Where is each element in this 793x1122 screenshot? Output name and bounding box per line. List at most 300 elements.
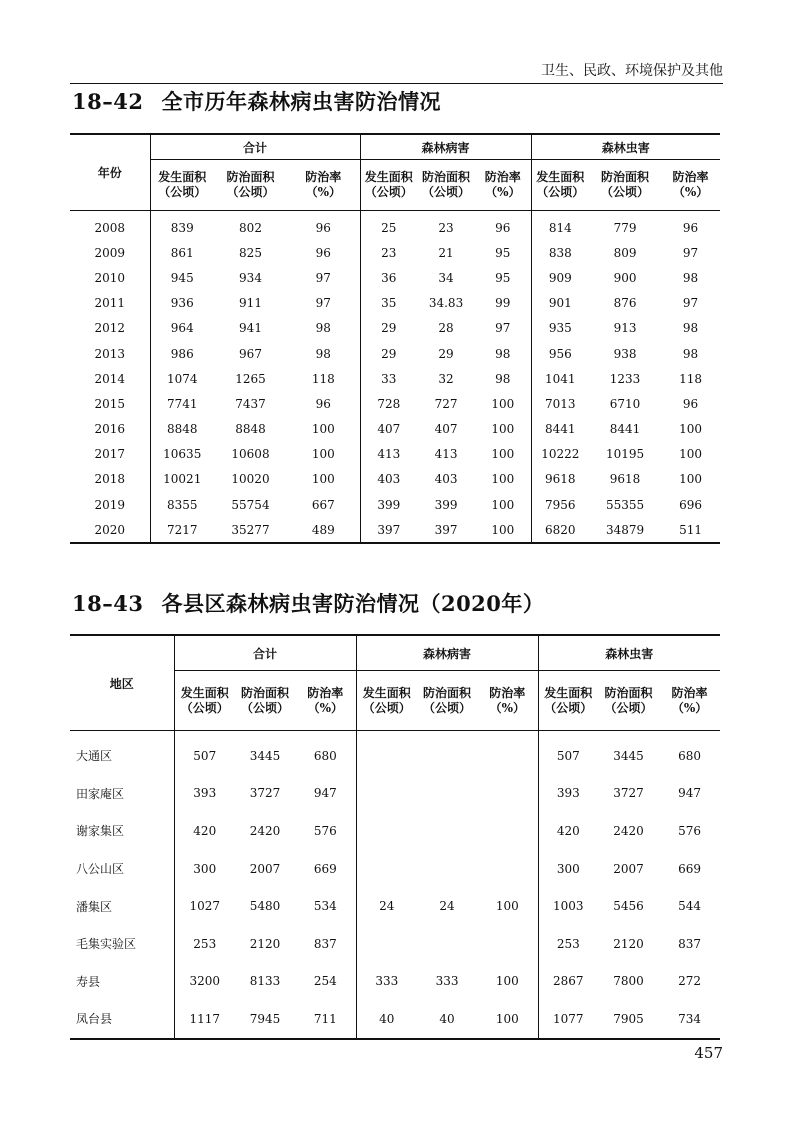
t1-cell: 986 bbox=[150, 341, 214, 366]
t2-cell: 253 bbox=[174, 925, 235, 963]
table2-group-total: 合计 bbox=[174, 635, 356, 671]
t1-cell: 29 bbox=[438, 346, 454, 361]
table-row bbox=[70, 442, 720, 467]
t2-col-header-line: （公顷） bbox=[544, 700, 593, 715]
t2-cell: 40 bbox=[417, 1000, 477, 1039]
t2-cell: 2420 bbox=[613, 823, 644, 838]
t1-cell: 98 bbox=[682, 270, 699, 285]
t2-cell: 7945 bbox=[235, 1000, 295, 1039]
table-row bbox=[70, 775, 720, 813]
t1-cell: 98 bbox=[495, 346, 511, 361]
table1-group-disease: 森林病害 bbox=[360, 134, 531, 160]
t2-col-header-line: 发生面积 bbox=[180, 685, 229, 700]
t1-cell: 7956 bbox=[531, 492, 589, 517]
t1-cell: 23 bbox=[438, 220, 454, 235]
t1-cell: 100 bbox=[679, 422, 703, 437]
table-row bbox=[70, 850, 720, 888]
t2-row-label: 大通区 bbox=[76, 749, 113, 764]
t1-cell: 98 bbox=[315, 346, 331, 361]
t2-cell: 1003 bbox=[538, 887, 598, 925]
t2-col-header-line: （%） bbox=[307, 700, 343, 715]
header-rule bbox=[70, 83, 723, 84]
t2-cell bbox=[356, 850, 417, 888]
t1-cell: 95 bbox=[495, 245, 511, 260]
t1-row-label: 2020 bbox=[70, 517, 150, 543]
t2-col-header-line: 防治率 bbox=[489, 685, 526, 700]
t1-cell: 7437 bbox=[235, 396, 266, 411]
t1-cell: 901 bbox=[531, 291, 589, 316]
t2-cell: 3445 bbox=[613, 748, 644, 763]
t2-cell bbox=[477, 925, 538, 963]
t1-cell: 825 bbox=[239, 245, 262, 260]
table-row bbox=[70, 240, 720, 265]
t2-cell: 254 bbox=[313, 974, 337, 989]
t1-cell: 8848 bbox=[150, 417, 214, 442]
t2-col-header bbox=[659, 671, 720, 731]
t2-cell: 24 bbox=[356, 887, 417, 925]
t2-cell bbox=[417, 812, 477, 850]
t2-cell: 333 bbox=[435, 974, 459, 989]
t1-col-header bbox=[214, 160, 287, 211]
t1-row-label: 2015 bbox=[94, 396, 126, 411]
t2-cell: 669 bbox=[678, 861, 702, 876]
t1-cell: 9618 bbox=[609, 472, 641, 487]
t2-cell bbox=[417, 737, 477, 775]
t2-cell: 669 bbox=[313, 861, 337, 876]
t2-row-label: 八公山区 bbox=[76, 862, 125, 877]
t1-cell: 936 bbox=[150, 291, 214, 316]
t2-cell: 393 bbox=[538, 775, 598, 813]
t1-row-label: 2017 bbox=[94, 447, 126, 462]
t2-cell: 1027 bbox=[174, 887, 235, 925]
t1-cell: 8848 bbox=[235, 422, 266, 437]
t1-cell: 96 bbox=[315, 245, 331, 260]
t2-cell bbox=[356, 775, 417, 813]
table2-group-disease: 森林病害 bbox=[356, 635, 538, 671]
t1-cell: 407 bbox=[434, 422, 458, 437]
t2-cell: 100 bbox=[495, 899, 519, 914]
t2-cell: 837 bbox=[678, 936, 702, 951]
t2-col-header bbox=[538, 671, 598, 731]
table1-group-pest: 森林虫害 bbox=[531, 134, 720, 160]
t1-cell: 938 bbox=[613, 346, 637, 361]
t1-col-header-line: 发生面积 bbox=[364, 170, 413, 184]
t1-cell: 413 bbox=[434, 447, 458, 462]
t1-cell: 100 bbox=[311, 447, 335, 462]
t1-col-header-line: （公顷） bbox=[158, 185, 207, 199]
t2-cell: 420 bbox=[174, 812, 235, 850]
t1-col-header-line: 防治率 bbox=[305, 170, 342, 184]
t1-col-header-line: 防治率 bbox=[672, 170, 709, 184]
t2-col-header-line: 发生面积 bbox=[362, 685, 411, 700]
t1-cell: 97 bbox=[682, 296, 699, 311]
t1-row-label: 2008 bbox=[94, 220, 126, 235]
t1-cell: 100 bbox=[491, 447, 515, 462]
t1-cell: 55754 bbox=[231, 497, 270, 512]
t2-cell: 507 bbox=[538, 737, 598, 775]
t2-cell: 947 bbox=[678, 786, 702, 801]
t2-row-label: 凤台县 bbox=[70, 1000, 174, 1039]
table2-title bbox=[72, 588, 544, 618]
t1-col-header-line: （公顷） bbox=[601, 185, 650, 199]
t1-cell: 935 bbox=[531, 316, 589, 341]
t2-row-label: 田家庵区 bbox=[76, 786, 125, 801]
t2-cell: 3727 bbox=[613, 786, 644, 801]
t2-cell: 947 bbox=[313, 786, 337, 801]
t1-cell: 118 bbox=[311, 371, 335, 386]
t1-cell: 8355 bbox=[150, 492, 214, 517]
t1-cell: 97 bbox=[682, 245, 699, 260]
t2-col-header-line: 防治率 bbox=[671, 685, 708, 700]
table1-group-total: 合计 bbox=[150, 134, 360, 160]
t2-cell: 393 bbox=[174, 775, 235, 813]
t2-cell: 3200 bbox=[174, 963, 235, 1001]
t1-col-header bbox=[417, 160, 475, 211]
t1-cell: 95 bbox=[495, 270, 511, 285]
table-row bbox=[70, 265, 720, 290]
t2-cell bbox=[477, 775, 538, 813]
t2-cell bbox=[477, 737, 538, 775]
t2-col-header-line: 防治面积 bbox=[240, 685, 289, 700]
t2-col-header-line: （公顷） bbox=[240, 700, 289, 715]
t1-col-header-line: 防治面积 bbox=[601, 170, 650, 184]
t1-cell: 934 bbox=[239, 270, 262, 285]
t1-cell: 809 bbox=[613, 245, 637, 260]
t1-cell: 1074 bbox=[150, 366, 214, 391]
table-row bbox=[70, 963, 720, 1001]
table1 bbox=[70, 133, 720, 544]
t1-col-header-line: 发生面积 bbox=[158, 170, 207, 184]
t1-cell: 839 bbox=[150, 215, 214, 240]
t1-col-header-line: （公顷） bbox=[364, 185, 413, 199]
t1-cell: 900 bbox=[613, 270, 637, 285]
t2-cell: 100 bbox=[477, 1000, 538, 1039]
table-row bbox=[70, 341, 720, 366]
section-header: 卫生、民政、环境保护及其他 bbox=[541, 63, 723, 79]
t2-cell: 2120 bbox=[613, 936, 644, 951]
t2-cell: 24 bbox=[439, 899, 455, 914]
t1-cell: 29 bbox=[360, 316, 417, 341]
t1-cell: 913 bbox=[613, 321, 637, 336]
t2-col-header-line: （%） bbox=[671, 700, 708, 715]
table-row bbox=[70, 492, 720, 517]
t1-row-label: 2014 bbox=[94, 371, 126, 386]
t2-row-label: 寿县 bbox=[76, 974, 101, 989]
t1-cell: 967 bbox=[239, 346, 262, 361]
t1-cell: 779 bbox=[613, 220, 637, 235]
t1-cell: 1041 bbox=[531, 366, 589, 391]
t2-col-header-line: （公顷） bbox=[180, 700, 229, 715]
t2-col-header-line: 发生面积 bbox=[544, 685, 593, 700]
t1-cell: 802 bbox=[239, 220, 262, 235]
t2-cell: 2007 bbox=[249, 861, 281, 876]
t1-col-header-line: （公顷） bbox=[536, 185, 585, 199]
table1-title-text: 全市历年森林病虫害防治情况 bbox=[161, 89, 441, 114]
table1-row-header: 年份 bbox=[70, 134, 150, 211]
t1-cell: 7217 bbox=[150, 517, 214, 543]
t1-cell: 397 bbox=[417, 517, 475, 543]
t2-cell bbox=[417, 925, 477, 963]
t1-cell: 96 bbox=[315, 220, 331, 235]
t2-cell: 300 bbox=[174, 850, 235, 888]
t1-col-header-line: 防治率 bbox=[484, 170, 521, 184]
t1-cell: 97 bbox=[315, 270, 331, 285]
t2-cell: 7905 bbox=[598, 1000, 659, 1039]
t2-cell: 507 bbox=[174, 737, 235, 775]
t1-col-header bbox=[475, 160, 531, 211]
t2-col-header-line: 防治面积 bbox=[423, 685, 472, 700]
table-row bbox=[70, 887, 720, 925]
t2-cell: 711 bbox=[295, 1000, 356, 1039]
t2-col-header-line: （公顷） bbox=[362, 700, 411, 715]
t1-cell: 96 bbox=[495, 220, 511, 235]
t2-col-header bbox=[235, 671, 295, 731]
t1-cell: 36 bbox=[360, 265, 417, 290]
t1-cell: 100 bbox=[475, 517, 531, 543]
t1-cell: 397 bbox=[360, 517, 417, 543]
t2-cell: 534 bbox=[313, 899, 337, 914]
t2-cell: 2120 bbox=[249, 936, 281, 951]
t1-cell: 876 bbox=[613, 296, 637, 311]
t2-cell: 253 bbox=[538, 925, 598, 963]
t2-cell: 3727 bbox=[249, 786, 281, 801]
t2-col-header bbox=[356, 671, 417, 731]
t1-cell: 34879 bbox=[589, 517, 661, 543]
table2 bbox=[70, 634, 720, 1040]
t1-cell: 8441 bbox=[531, 417, 589, 442]
t1-cell: 941 bbox=[239, 321, 262, 336]
t1-cell: 96 bbox=[315, 396, 331, 411]
table1-number: 18–42 bbox=[72, 89, 144, 114]
t1-col-header bbox=[287, 160, 360, 211]
table-row bbox=[70, 1000, 720, 1039]
t1-cell: 100 bbox=[311, 472, 335, 487]
table2-row-header: 地区 bbox=[70, 635, 174, 731]
t2-cell: 420 bbox=[538, 812, 598, 850]
t1-cell: 9618 bbox=[531, 467, 589, 492]
t1-cell: 7013 bbox=[531, 391, 589, 416]
t1-col-header bbox=[360, 160, 417, 211]
t1-cell: 10222 bbox=[531, 442, 589, 467]
t2-col-header-line: （公顷） bbox=[604, 700, 653, 715]
t1-cell: 413 bbox=[360, 442, 417, 467]
t1-cell: 100 bbox=[491, 396, 515, 411]
table-row bbox=[70, 467, 720, 492]
t1-cell: 98 bbox=[682, 321, 699, 336]
table-row bbox=[70, 391, 720, 416]
t1-cell: 727 bbox=[434, 396, 458, 411]
t1-cell: 956 bbox=[531, 341, 589, 366]
table-row bbox=[70, 517, 720, 543]
t1-cell: 489 bbox=[287, 517, 360, 543]
t2-cell bbox=[356, 812, 417, 850]
t2-cell bbox=[356, 925, 417, 963]
t1-cell: 10608 bbox=[231, 447, 270, 462]
t1-cell: 728 bbox=[360, 391, 417, 416]
t2-cell: 100 bbox=[495, 974, 519, 989]
t2-cell: 544 bbox=[678, 899, 702, 914]
t1-cell: 909 bbox=[531, 265, 589, 290]
t2-cell: 734 bbox=[659, 1000, 720, 1039]
table1-title bbox=[72, 86, 441, 116]
table2-group-pest: 森林虫害 bbox=[538, 635, 720, 671]
t1-cell: 403 bbox=[434, 472, 458, 487]
t1-cell: 511 bbox=[661, 517, 720, 543]
t1-row-label: 2018 bbox=[94, 472, 126, 487]
t2-cell: 272 bbox=[678, 974, 702, 989]
table-row bbox=[70, 812, 720, 850]
t1-row-label: 2013 bbox=[94, 346, 126, 361]
table-row bbox=[70, 215, 720, 240]
table-row bbox=[70, 316, 720, 341]
t1-cell: 6710 bbox=[609, 396, 641, 411]
t2-cell bbox=[417, 850, 477, 888]
t1-col-header bbox=[589, 160, 661, 211]
page-number: 457 bbox=[694, 1044, 723, 1062]
t2-col-header-line: （公顷） bbox=[423, 700, 472, 715]
table-row bbox=[70, 737, 720, 775]
t1-cell: 100 bbox=[491, 422, 515, 437]
t1-cell: 21 bbox=[438, 245, 454, 260]
t2-cell: 680 bbox=[313, 748, 337, 763]
t1-row-label: 2019 bbox=[94, 497, 126, 512]
t2-cell: 8133 bbox=[249, 974, 281, 989]
t1-cell: 29 bbox=[360, 341, 417, 366]
t1-cell: 98 bbox=[682, 346, 699, 361]
t1-cell: 35277 bbox=[214, 517, 287, 543]
t1-cell: 97 bbox=[495, 321, 511, 336]
table2-number: 18–43 bbox=[72, 591, 144, 616]
t1-cell: 814 bbox=[531, 215, 589, 240]
t1-cell: 118 bbox=[679, 371, 703, 386]
t2-cell: 837 bbox=[313, 936, 337, 951]
t1-cell: 35 bbox=[360, 291, 417, 316]
t2-cell: 7800 bbox=[613, 974, 644, 989]
t2-col-header bbox=[477, 671, 538, 731]
t1-cell: 911 bbox=[239, 296, 262, 311]
t1-row-label: 2011 bbox=[94, 296, 126, 311]
t2-row-label: 毛集实验区 bbox=[76, 937, 137, 952]
t1-cell: 403 bbox=[360, 467, 417, 492]
t1-cell: 28 bbox=[438, 321, 454, 336]
t1-cell: 55355 bbox=[605, 497, 645, 512]
t1-cell: 100 bbox=[679, 472, 703, 487]
t1-cell: 8441 bbox=[609, 422, 641, 437]
t1-cell: 96 bbox=[682, 220, 699, 235]
t2-cell bbox=[477, 812, 538, 850]
t2-cell bbox=[477, 850, 538, 888]
t1-cell: 10020 bbox=[231, 472, 270, 487]
t1-cell: 1265 bbox=[235, 371, 266, 386]
t1-row-label: 2009 bbox=[94, 245, 126, 260]
t2-cell: 576 bbox=[313, 823, 337, 838]
t2-cell: 680 bbox=[678, 748, 702, 763]
table-row bbox=[70, 291, 720, 316]
t2-cell: 3445 bbox=[249, 748, 281, 763]
t2-col-header bbox=[295, 671, 356, 731]
t1-cell: 96 bbox=[682, 396, 699, 411]
t1-cell: 32 bbox=[438, 371, 454, 386]
t2-row-label: 潘集区 bbox=[76, 899, 113, 914]
t1-col-header-line: （公顷） bbox=[422, 185, 471, 199]
t1-cell: 667 bbox=[311, 497, 335, 512]
t1-cell: 10635 bbox=[150, 442, 214, 467]
t1-cell: 399 bbox=[360, 492, 417, 517]
t2-cell: 1117 bbox=[174, 1000, 235, 1039]
t1-cell: 10195 bbox=[605, 447, 645, 462]
t1-cell: 100 bbox=[491, 472, 515, 487]
t1-cell: 838 bbox=[531, 240, 589, 265]
table2-title-text: 各县区森林病虫害防治情况（2020年） bbox=[161, 591, 545, 616]
t1-cell: 23 bbox=[360, 240, 417, 265]
t2-col-header-line: 防治面积 bbox=[604, 685, 653, 700]
t2-cell: 40 bbox=[356, 1000, 417, 1039]
t1-cell: 964 bbox=[150, 316, 214, 341]
t2-cell: 333 bbox=[356, 963, 417, 1001]
t1-col-header-line: 发生面积 bbox=[536, 170, 585, 184]
t1-cell: 100 bbox=[311, 422, 335, 437]
t1-col-header bbox=[531, 160, 589, 211]
t1-cell: 945 bbox=[150, 265, 214, 290]
t1-cell: 1233 bbox=[609, 371, 641, 386]
t2-col-header-line: 防治率 bbox=[307, 685, 344, 700]
t2-col-header-line: （%） bbox=[489, 700, 525, 715]
t1-cell: 6820 bbox=[531, 517, 589, 543]
t1-cell: 97 bbox=[315, 296, 331, 311]
t1-row-label: 2016 bbox=[94, 422, 126, 437]
t1-col-header-line: （公顷） bbox=[226, 185, 275, 199]
table-row bbox=[70, 925, 720, 963]
t1-cell: 696 bbox=[679, 497, 703, 512]
t1-cell: 25 bbox=[360, 215, 417, 240]
t1-cell: 34.83 bbox=[428, 296, 464, 311]
t2-cell: 5480 bbox=[249, 899, 281, 914]
t2-cell: 2007 bbox=[613, 861, 644, 876]
t1-cell: 98 bbox=[495, 371, 511, 386]
t1-col-header-line: （%） bbox=[485, 185, 521, 199]
t1-col-header-line: （%） bbox=[672, 185, 709, 199]
t1-cell: 10021 bbox=[150, 467, 214, 492]
t1-cell: 7741 bbox=[150, 391, 214, 416]
t2-cell: 2420 bbox=[249, 823, 281, 838]
t1-row-label: 2010 bbox=[94, 270, 126, 285]
t1-cell: 98 bbox=[315, 321, 331, 336]
t1-col-header bbox=[661, 160, 720, 211]
t1-cell: 407 bbox=[360, 417, 417, 442]
t2-col-header bbox=[598, 671, 659, 731]
t1-cell: 100 bbox=[679, 447, 703, 462]
t1-col-header-line: 防治面积 bbox=[422, 170, 471, 184]
t1-col-header-line: （%） bbox=[305, 185, 341, 199]
t2-cell: 576 bbox=[678, 823, 702, 838]
t1-row-label: 2012 bbox=[94, 321, 126, 336]
t2-col-header bbox=[417, 671, 477, 731]
t2-row-label: 谢家集区 bbox=[76, 824, 125, 839]
t1-cell: 100 bbox=[491, 497, 515, 512]
table-row bbox=[70, 366, 720, 391]
t1-cell: 861 bbox=[150, 240, 214, 265]
t2-cell: 300 bbox=[538, 850, 598, 888]
t2-cell: 1077 bbox=[538, 1000, 598, 1039]
t1-cell: 34 bbox=[438, 270, 454, 285]
t2-cell: 5456 bbox=[613, 899, 644, 914]
t1-cell: 99 bbox=[495, 296, 511, 311]
t2-col-header bbox=[174, 671, 235, 731]
t2-cell: 2867 bbox=[538, 963, 598, 1001]
t1-col-header-line: 防治面积 bbox=[226, 170, 275, 184]
t2-cell bbox=[356, 737, 417, 775]
t2-cell bbox=[417, 775, 477, 813]
